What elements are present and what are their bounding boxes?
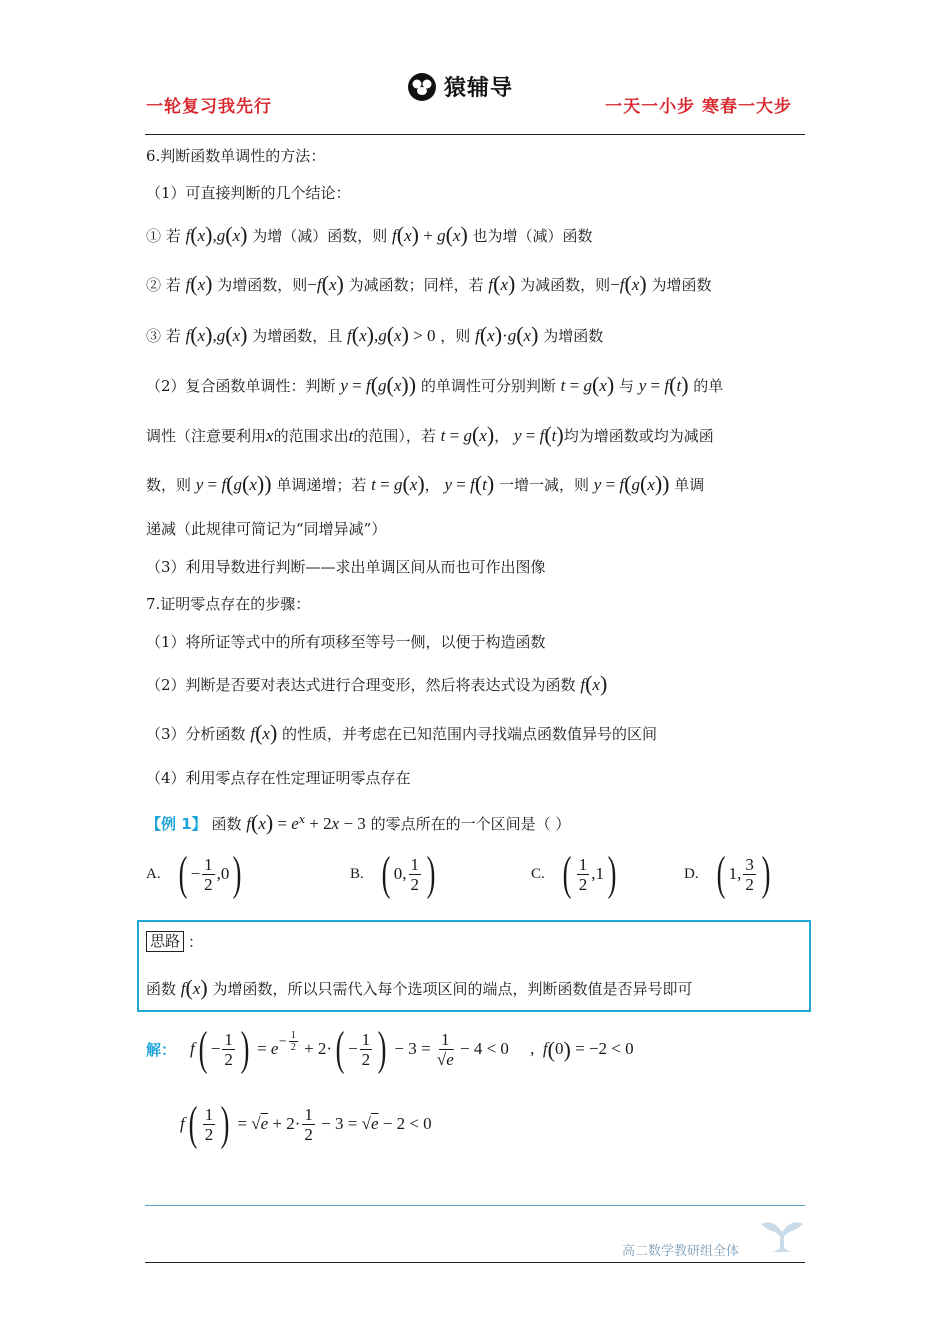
- footer-divider-top: [145, 1205, 805, 1206]
- section7-title: 7.证明零点存在的步骤：: [146, 595, 311, 613]
- footer-divider-bottom: [145, 1262, 805, 1263]
- choice-d[interactable]: D. ( 1, $\frac{3}{2}$ ): [684, 847, 771, 900]
- section6-sub2-line3: 数，则 y = f(g(x)) 单调递增；若 t = g(x)， y = f(t) 一增一减，则 y = f(g(x)) 单调: [146, 471, 705, 496]
- section6-sub3: （3）利用导数进行判断——求出单调区间从而也可作出图像: [146, 558, 546, 576]
- solution-line1: 解： f ( − $\frac{1}{2}$ ) = e $^{- \frac{1}{2}}$ + 2· ( − $\frac{1}{2}$ ) − 3 = $\frac{1}{√e}$ − 4 < 0 , f ( 0 ) = −2 < 0: [146, 1022, 634, 1075]
- brand-name: 猿辅导: [444, 76, 514, 101]
- choice-c[interactable]: C. ( $\frac{1}{2}$ ,1 ): [531, 847, 617, 900]
- hint-text: 函数 f(x) 为增函数，所以只需代入每个选项区间的端点，判断函数值是否异号即可: [146, 975, 693, 1000]
- brand-logo: [407, 71, 513, 102]
- section7-step3: （3）分析函数 f(x) 的性质，并考虑在已知范围内寻找端点函数值异号的区间: [146, 720, 658, 745]
- section6-sub2-line2: 调性（注意要利用x的范围求出t的范围），若 t = g(x)， y = f(t)均为增函数或均为减函: [146, 422, 714, 447]
- example-tag: 【例 1】: [146, 815, 207, 833]
- section6-sub2-line1: （2）复合函数单调性：判断 y = f(g(x)) 的单调性可分别判断 t = g(x) 与 y = f(t) 的单: [146, 372, 724, 397]
- footer-logo-icon: [757, 1218, 807, 1258]
- choice-a[interactable]: A. ( − $\frac{1}{2}$ ,0 ): [146, 847, 242, 900]
- solution-tag: 解：: [146, 1040, 177, 1059]
- solution-line2: f ( $\frac{1}{2}$ ) = √e + 2· $\frac{1}{2}$ − 3 = √e − 2 < 0: [180, 1097, 432, 1150]
- footer-text: 高二数学教研组全体: [622, 1244, 740, 1259]
- section6-item1: ① 若 f(x),g(x) 为增（减）函数，则 f(x) + g(x) 也为增（减）函数: [146, 222, 593, 247]
- header-left-slogan: 一轮复习我先行: [146, 97, 272, 117]
- section6-sub1: （1）可直接判断的几个结论：: [146, 184, 351, 202]
- section6-sub2-line4: 递减（此规律可简记为“同增异减”）: [146, 520, 387, 538]
- header-right-slogan: 一天一小步 寒春一大步: [605, 97, 792, 117]
- section6-item2: ② 若 f(x) 为增函数，则−f(x) 为减函数；同样，若 f(x) 为减函数，则−f(x) 为增函数: [146, 271, 712, 296]
- section6-title: 6.判断函数单调性的方法：: [146, 147, 326, 165]
- brand-logo-icon: [407, 72, 437, 102]
- section7-step1: （1）将所证等式中的所有项移至等号一侧，以便于构造函数: [146, 633, 546, 651]
- choice-b[interactable]: B. ( 0, $\frac{1}{2}$ ): [350, 847, 436, 900]
- section6-item3: ③ 若 f(x),g(x) 为增函数，且 f(x),g(x) > 0 ，则 f(x)·g(x) 为增函数: [146, 322, 604, 347]
- header-divider: [145, 134, 805, 135]
- hint-box: 思路 ： 函数 f(x) 为增函数，所以只需代入每个选项区间的端点，判断函数值是否异号即可: [137, 920, 811, 1012]
- example-choices: [146, 847, 806, 910]
- section7-step4: （4）利用零点存在性定理证明零点存在: [146, 769, 411, 787]
- section7-step2: （2）判断是否要对表达式进行合理变形，然后将表达式设为函数 f(x): [146, 671, 608, 696]
- example-question: 【例 1】 函数 $f(x) = e^x + 2x - 3$ 的零点所在的一个区间是（ ）: [146, 810, 571, 835]
- hint-tag: 思路: [146, 931, 184, 952]
